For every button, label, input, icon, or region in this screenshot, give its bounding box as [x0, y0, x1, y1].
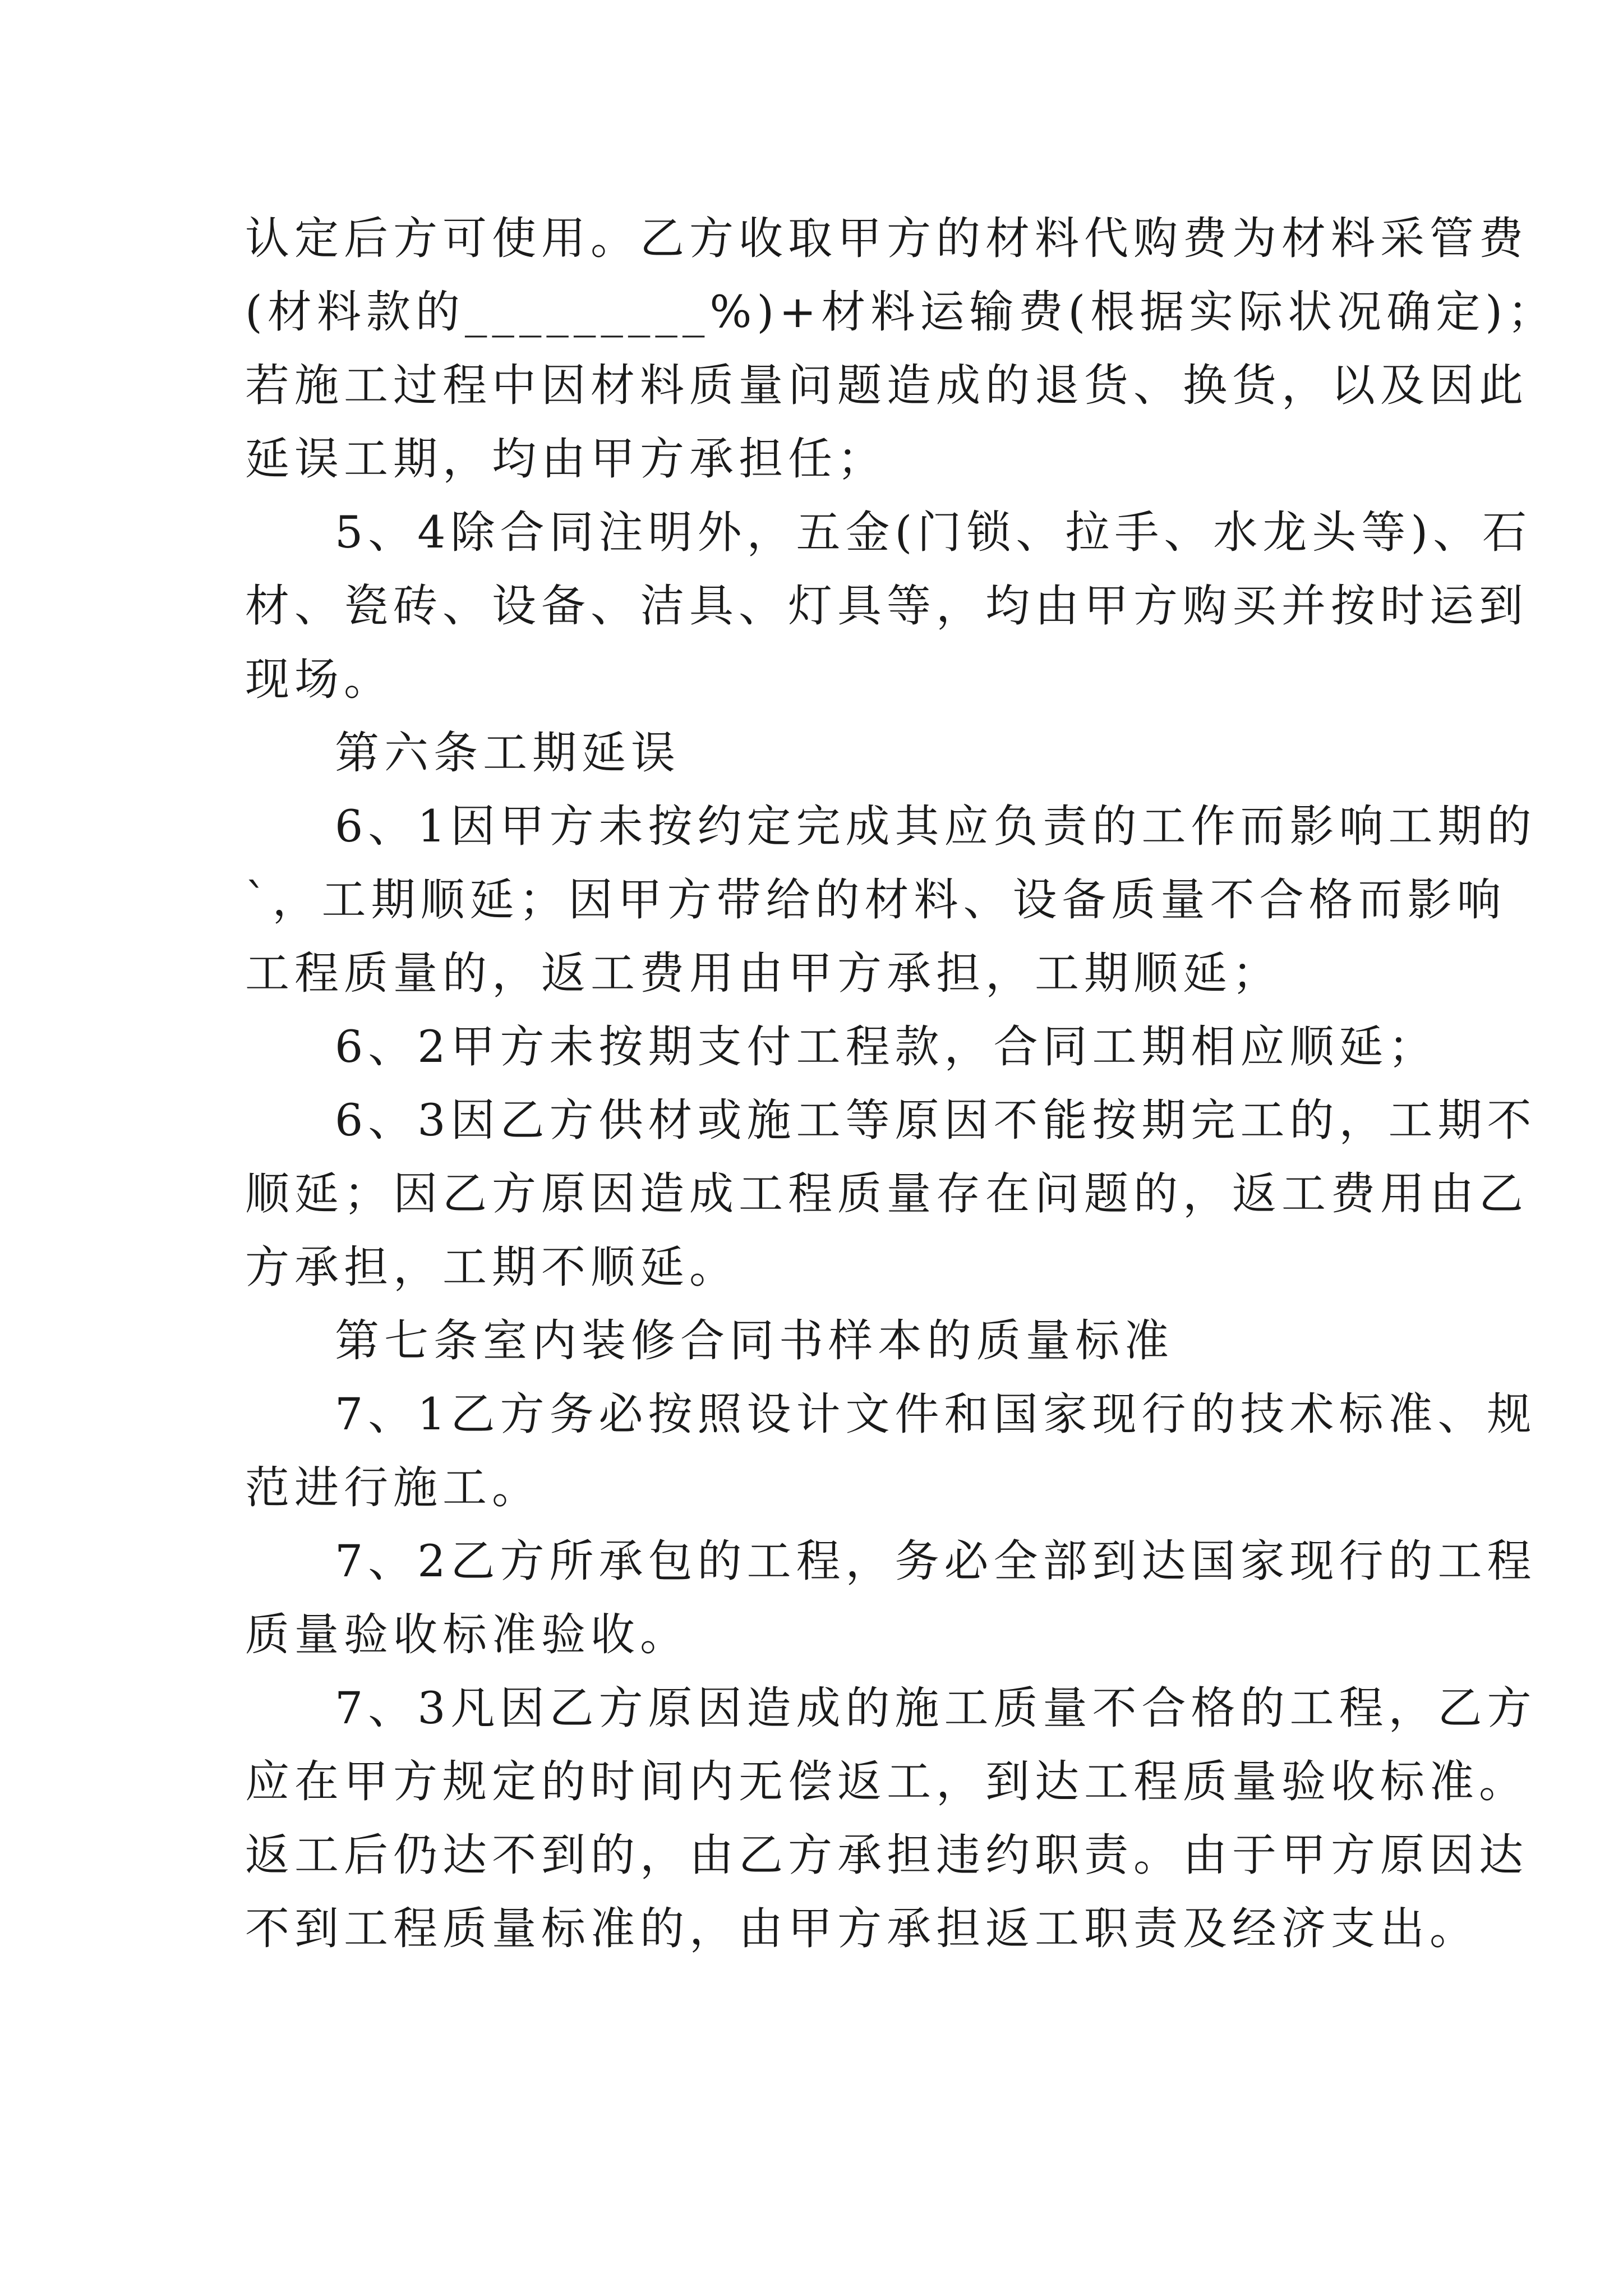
- text-line: 延误工期，均由甲方承担任；: [245, 433, 887, 485]
- text-line: 返工后仍达不到的，由乙方承担违约职责。由于甲方原因达: [245, 1829, 1528, 1881]
- text-line: 范进行施工。: [245, 1462, 541, 1513]
- text-line: 认定后方可使用。乙方收取甲方的材料代购费为材料采管费: [245, 213, 1528, 264]
- clause-7-2-line: 7、2乙方所承包的工程，务必全部到达国家现行的工程: [335, 1535, 1537, 1587]
- clause-6-1-line: 6、1因甲方未按约定完成其应负责的工作而影响工期的: [335, 800, 1537, 852]
- clause-7-3-line: 7、3凡因乙方原因造成的施工质量不合格的工程，乙方: [335, 1682, 1537, 1734]
- clause-7-1-line: 7、1乙方务必按照设计文件和国家现行的技术标准、规: [335, 1388, 1537, 1440]
- text-line: 质量验收标准验收。: [245, 1609, 689, 1660]
- clause-5-4-line: 5、4除合同注明外，五金(门锁、拉手、水龙头等)、石: [335, 507, 1532, 558]
- article-6-heading: 第六条工期延误: [335, 727, 680, 779]
- clause-6-3-line: 6、3因乙方供材或施工等原因不能按期完工的，工期不: [335, 1094, 1537, 1146]
- article-7-heading: 第七条室内装修合同书样本的质量标准: [335, 1315, 1174, 1366]
- text-line: 若施工过程中因材料质量问题造成的退货、换货，以及因此: [245, 360, 1528, 411]
- text-line: `，工期顺延；因甲方带给的材料、设备质量不合格而影响: [245, 874, 1506, 926]
- text-line: 现场。: [245, 654, 393, 705]
- text-line: 不到工程质量标准的，由甲方承担返工职责及经济支出。: [245, 1903, 1479, 1954]
- text-line: (材料款的_________%)+材料运输费(根据实际状况确定)；: [245, 286, 1557, 338]
- clause-6-2-line: 6、2甲方未按期支付工程款，合同工期相应顺延；: [335, 1021, 1438, 1073]
- text-line: 应在甲方规定的时间内无偿返工，到达工程质量验收标准。: [245, 1756, 1528, 1807]
- text-line: 工程质量的，返工费用由甲方承担，工期顺延；: [245, 947, 1281, 999]
- text-line: 材、瓷砖、设备、洁具、灯具等，均由甲方购买并按时运到: [245, 580, 1528, 632]
- text-line: 顺延；因乙方原因造成工程质量存在问题的，返工费用由乙: [245, 1168, 1528, 1220]
- text-line: 方承担，工期不顺延。: [245, 1241, 739, 1293]
- document-body: [245, 202, 1557, 1966]
